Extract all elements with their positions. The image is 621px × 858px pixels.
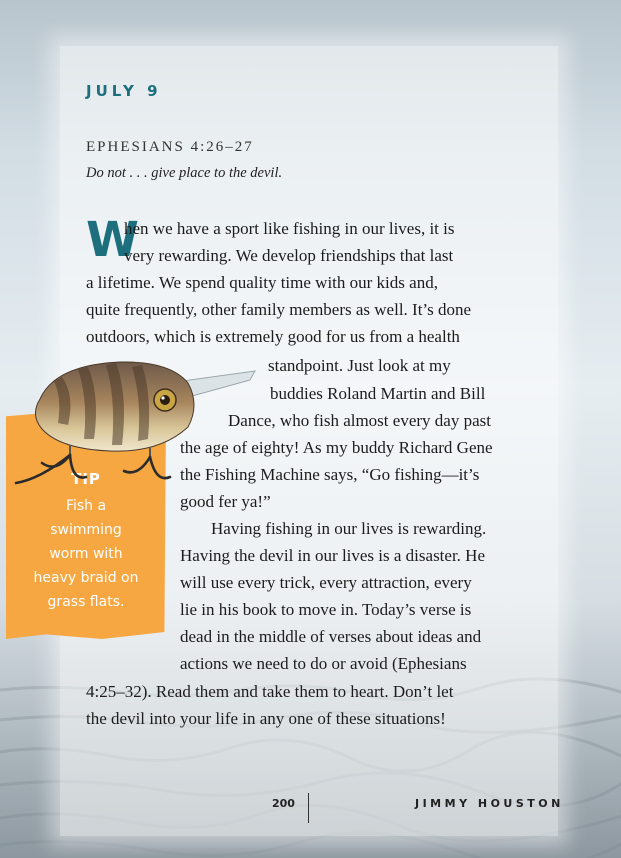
body-line: Having the devil in our lives is a disaster. He — [180, 546, 485, 565]
body-line: very rewarding. We develop friendships that last — [124, 246, 454, 265]
body-line: hen we have a sport like fishing in our lives, it is — [124, 219, 455, 238]
footer-divider — [308, 793, 309, 823]
tip-text-line: grass flats. — [47, 594, 125, 610]
body-line: quite frequently, other family members as well. It’s done — [86, 300, 472, 319]
drop-cap: W — [86, 212, 139, 268]
body-line: outdoors, which is extremely good for us from a health — [86, 327, 460, 346]
body-line: dead in the middle of verses about ideas and — [180, 627, 482, 646]
body-line: a lifetime. We spend quality time with our kids and, — [86, 273, 438, 292]
footer-author: JIMMY HOUSTON — [415, 797, 564, 810]
tip-text-line: worm with — [49, 546, 123, 562]
scripture-reference: EPHESIANS 4:26–27 — [86, 139, 254, 155]
body-line: Dance, who fish almost every day past — [228, 411, 491, 430]
body-line: will use every trick, every attraction, every — [180, 573, 472, 592]
body-line: the devil into your life in any one of these situations! — [86, 709, 446, 728]
page-number: 200 — [272, 797, 295, 810]
tip-text-line: heavy braid on — [33, 570, 139, 586]
body-line: Having fishing in our lives is rewarding. — [211, 519, 487, 538]
body-line: lie in his book to move in. Today’s verse is — [180, 600, 472, 619]
body-line: buddies Roland Martin and Bill — [270, 384, 486, 403]
devotional-date: JULY 9 — [86, 82, 162, 100]
tip-text-line: Fish a — [65, 498, 107, 514]
body-line: good fer ya!” — [180, 492, 271, 511]
body-line: standpoint. Just look at my — [268, 356, 451, 375]
tip-text-line: swimming — [50, 522, 122, 538]
fishing-lure-image — [0, 355, 265, 495]
body-line: actions we need to do or avoid (Ephesians — [180, 654, 467, 673]
scripture-quote: Do not . . . give place to the devil. — [86, 165, 283, 181]
tip-label: TIP — [71, 470, 101, 488]
body-line: 4:25–32). Read them and take them to heart. Don’t let — [86, 682, 454, 701]
body-line: the Fishing Machine says, “Go fishing—it’s — [180, 465, 480, 484]
body-line: the age of eighty! As my buddy Richard Gene — [180, 438, 493, 457]
